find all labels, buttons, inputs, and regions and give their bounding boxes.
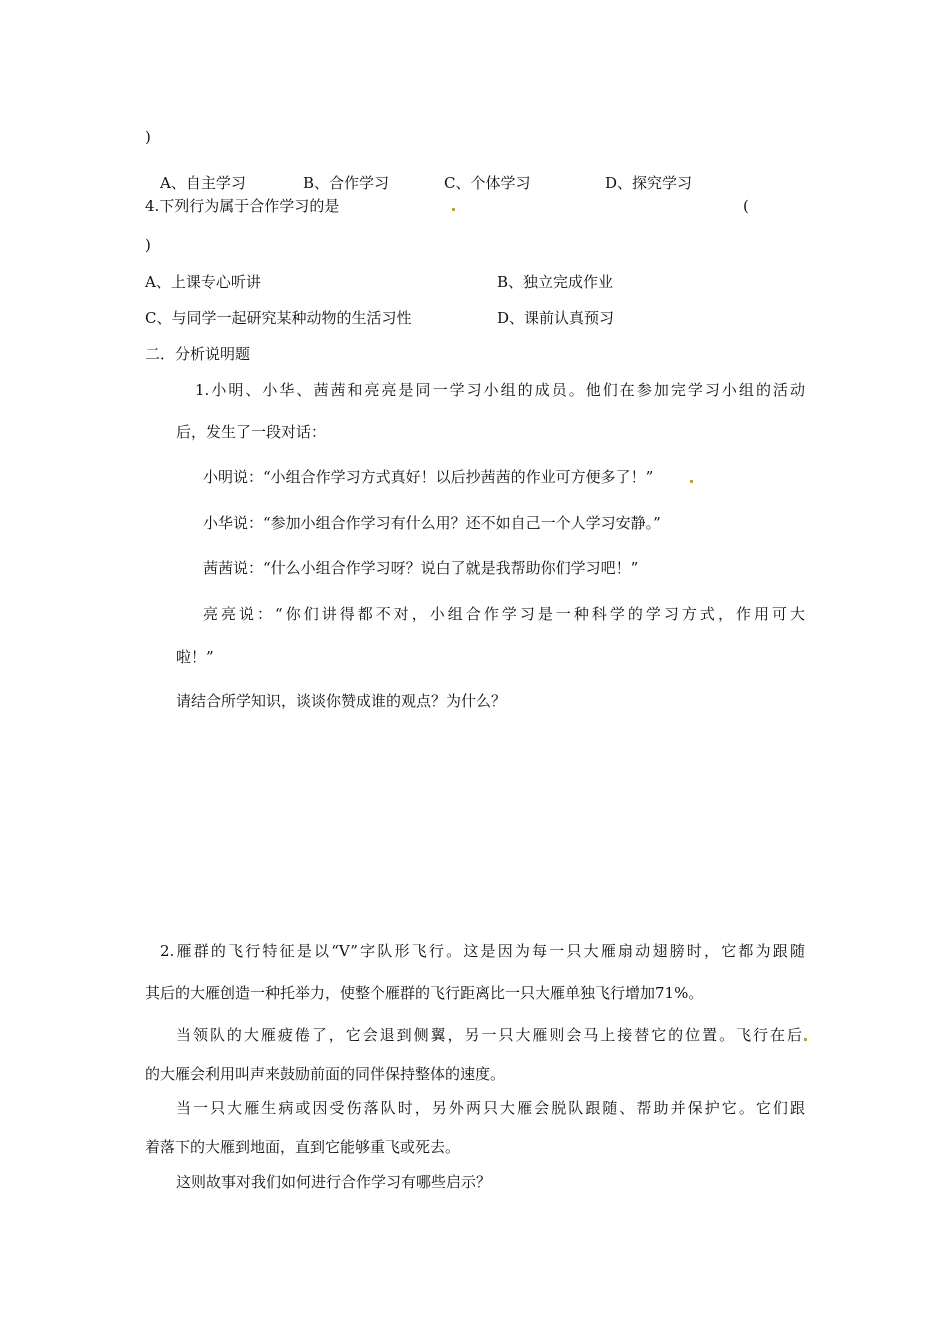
q4-open-paren: (	[743, 197, 749, 215]
prev-option-c: C、个体学习	[444, 174, 531, 192]
section-heading: 二．分析说明题	[145, 345, 251, 363]
q1-line2: 后，发生了一段对话：	[176, 423, 327, 441]
prev-option-a: A、自主学习	[160, 174, 246, 192]
q2-p2-line2: 的大雁会利用叫声来鼓励前面的同伴保持整体的速度。	[145, 1065, 506, 1083]
q4-option-b: B、独立完成作业	[497, 273, 614, 291]
q2-p1-line1: 2.雁群的飞行特征是以“V”字队形飞行。这是因为每一只大雁扇动翅膀时，它都为跟随	[160, 942, 805, 960]
dialogue-liangliang-line1: 亮亮说：“你们讲得都不对，小组合作学习是一种科学的学习方式，作用可大	[203, 605, 805, 623]
q2-p3-line2: 着落下的大雁到地面，直到它能够重飞或死去。	[145, 1138, 461, 1156]
q1-question: 请结合所学知识，谈谈你赞成谁的观点？为什么？	[176, 692, 507, 710]
q4-option-d: D、课前认真预习	[497, 309, 615, 327]
q4-option-c: C、与同学一起研究某种动物的生活习性	[145, 309, 412, 327]
prev-option-b: B、合作学习	[303, 174, 390, 192]
q2-p2-line1: 当领队的大雁疲倦了，它会退到侧翼，另一只大雁则会马上接替它的位置。飞行在后	[176, 1026, 802, 1044]
dialogue-qianqian: 茜茜说：“什么小组合作学习呀？说白了就是我帮助你们学习吧！”	[203, 559, 639, 577]
q2-p1-line2: 其后的大雁创造一种托举力，使整个雁群的飞行距离比一只大雁单独飞行增加71%。	[145, 984, 704, 1002]
q1-line1: 1.小明、小华、茜茜和亮亮是同一学习小组的成员。他们在参加完学习小组的活动	[195, 381, 805, 399]
mark-dot	[804, 1038, 807, 1041]
dialogue-xiaoming: 小明说：“小组合作学习方式真好！以后抄茜茜的作业可方便多了！”	[203, 468, 654, 486]
mark-dot	[452, 208, 455, 211]
q4-option-a: A、上课专心听讲	[145, 273, 261, 291]
q2-question: 这则故事对我们如何进行合作学习有哪些启示？	[176, 1173, 492, 1191]
prev-option-d: D、探究学习	[605, 174, 693, 192]
mark-dot	[690, 480, 693, 483]
dialogue-liangliang-line2: 啦！”	[176, 648, 214, 666]
q4-close-paren: )	[145, 236, 151, 254]
prev-question-close-paren: )	[145, 128, 151, 146]
q2-p3-line1: 当一只大雁生病或因受伤落队时，另外两只大雁会脱队跟随、帮助并保护它。它们跟	[176, 1099, 805, 1117]
q4-stem: 4.下列行为属于合作学习的是	[145, 197, 340, 215]
dialogue-xiaohua: 小华说：“参加小组合作学习有什么用？还不如自己一个人学习安静。”	[203, 514, 661, 532]
